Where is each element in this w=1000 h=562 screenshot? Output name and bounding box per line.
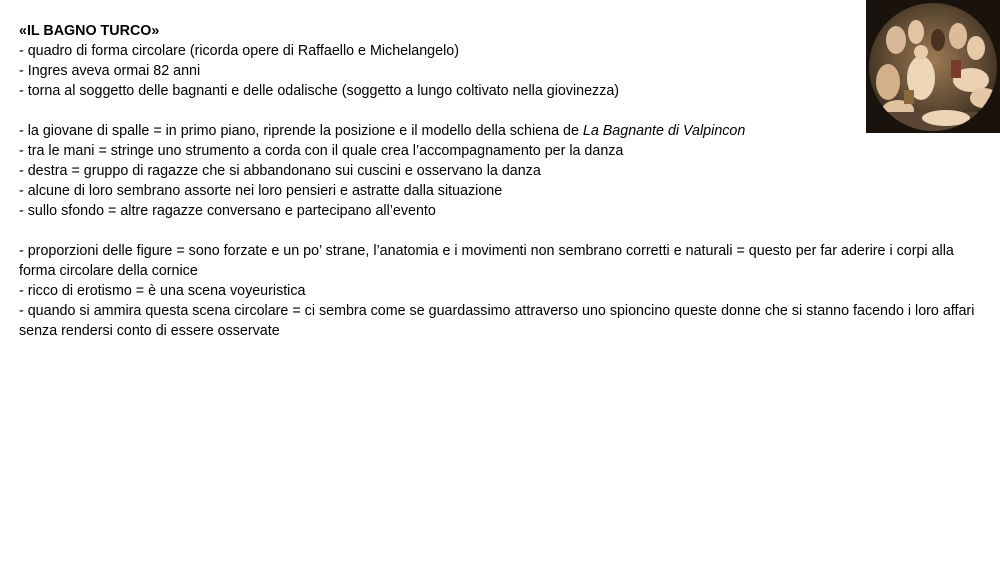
slide-title: «IL BAGNO TURCO» bbox=[19, 23, 160, 39]
bullet-line: - quando si ammira questa scena circolare = ci sembra come se guardassimo attraverso uno spioncino queste donne che si stanno facendo i loro affari senza rendersi conto di essere osservate bbox=[19, 303, 975, 339]
paragraph-gap bbox=[19, 221, 994, 241]
bullet-line: - Ingres aveva ormai 82 anni bbox=[19, 63, 201, 79]
bullet-text: - la giovane di spalle = in primo piano, riprende la posizione e il modello della schiena de bbox=[19, 123, 583, 139]
slide-text bbox=[19, 21, 994, 341]
bullet-line bbox=[19, 121, 994, 141]
artwork-title: La Bagnante di Valpincon bbox=[582, 123, 746, 139]
bullet-line: - sullo sfondo = altre ragazze conversano e partecipano all’evento bbox=[19, 203, 436, 219]
bullet-line: - ricco di erotismo = è una scena voyeuristica bbox=[19, 283, 306, 299]
bullet-line: - alcune di loro sembrano assorte nei loro pensieri e astratte dalla situazione bbox=[19, 183, 503, 199]
bullet-line: - tra le mani = stringe uno strumento a corda con il quale crea l’accompagnamento per la danza bbox=[19, 143, 624, 159]
bullet-line: - destra = gruppo di ragazze che si abbandonano sui cuscini e osservano la danza bbox=[19, 163, 541, 179]
bullet-line: - quadro di forma circolare (ricorda opere di Raffaello e Michelangelo) bbox=[19, 43, 459, 59]
painting-thumbnail bbox=[866, 0, 1000, 133]
bullet-line: - torna al soggetto delle bagnanti e delle odalische (soggetto a lungo coltivato nella giovinezza) bbox=[19, 83, 620, 99]
paragraph-gap bbox=[19, 101, 994, 121]
painting-icon bbox=[866, 0, 1000, 133]
bullet-line: - proporzioni delle figure = sono forzate e un po’ strane, l’anatomia e i movimenti non sembrano corretti e naturali = questo per far aderire i corpi alla forma circolare della cornice bbox=[19, 243, 954, 279]
